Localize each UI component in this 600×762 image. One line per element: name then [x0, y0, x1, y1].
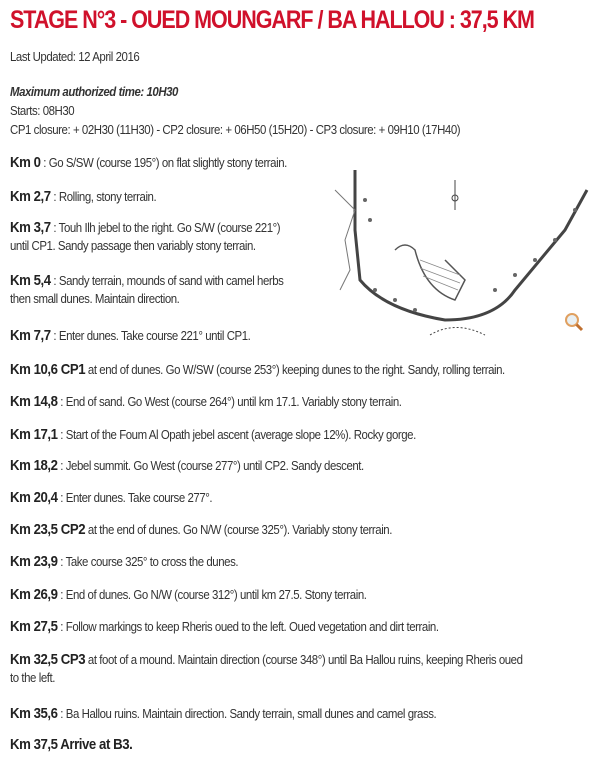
route-map-image[interactable] — [325, 160, 595, 340]
step-km: Km 27,5 — [10, 618, 58, 635]
route-step — [10, 457, 364, 475]
step-km: Km 10,6 — [10, 361, 58, 378]
step-text: : End of sand. Go West (course 264°) until km 17.1. Variably stony terrain. — [57, 394, 402, 409]
route-step — [10, 586, 366, 604]
step-cp: Arrive at B3. — [60, 736, 133, 753]
step-text: : Start of the Foum Al Opath jebel ascent (average slope 12%). Rocky gorge. — [57, 427, 416, 442]
closures: CP1 closure: + 02H30 (11H30) - CP2 closure: + 06H50 (15H20) - CP3 closure: + 09H10 (17H40) — [10, 122, 461, 137]
step-text-2: then small dunes. Maintain direction. — [10, 291, 180, 306]
step-text: : Ba Hallou ruins. Maintain direction. Sandy terrain, small dunes and camel grass. — [57, 706, 437, 721]
route-step — [10, 327, 250, 345]
step-text: : Jebel summit. Go West (course 277°) until CP2. Sandy descent. — [57, 458, 364, 473]
page-title: STAGE N°3 - OUED MOUNGARF / BA HALLOU : 37,5 KM — [10, 6, 534, 34]
route-step — [10, 361, 505, 379]
step-text: : Enter dunes. Take course 221° until CP1. — [50, 328, 251, 343]
step-km: Km 18,2 — [10, 457, 58, 474]
step-text: : Sandy terrain, mounds of sand with camel herbs — [50, 273, 284, 288]
route-step — [10, 736, 132, 754]
step-cp: CP3 — [60, 651, 86, 668]
step-km: Km 32,5 — [10, 651, 58, 668]
step-text: at end of dunes. Go W/SW (course 253°) keeping dunes to the right. Sandy, rolling terrain. — [85, 362, 505, 377]
route-step — [10, 272, 283, 308]
step-km: Km 2,7 — [10, 188, 51, 205]
route-step — [10, 188, 156, 206]
step-text: at the end of dunes. Go N/W (course 325°). Variably stony terrain. — [85, 522, 392, 537]
step-km: Km 23,5 — [10, 521, 58, 538]
route-step — [10, 553, 238, 571]
step-text: : End of dunes. Go N/W (course 312°) until km 27.5. Stony terrain. — [57, 587, 367, 602]
step-text: : Go S/SW (course 195°) on flat slightly stony terrain. — [40, 155, 287, 170]
step-cp: CP1 — [60, 361, 86, 378]
step-cp: CP2 — [60, 521, 86, 538]
route-step — [10, 618, 439, 636]
step-text: : Touh Ilh jebel to the right. Go S/W (course 221°) — [50, 220, 281, 235]
magnifier-icon[interactable] — [564, 312, 584, 332]
route-step — [10, 651, 523, 687]
step-km: Km 23,9 — [10, 553, 58, 570]
step-km: Km 37,5 — [10, 736, 58, 753]
starts: Starts: 08H30 — [10, 103, 75, 118]
step-km: Km 17,1 — [10, 426, 58, 443]
step-km: Km 14,8 — [10, 393, 58, 410]
route-step — [10, 521, 392, 539]
route-step — [10, 393, 402, 411]
step-text-2: to the left. — [10, 670, 55, 685]
step-km: Km 3,7 — [10, 219, 51, 236]
step-text: : Take course 325° to cross the dunes. — [57, 554, 239, 569]
step-km: Km 26,9 — [10, 586, 58, 603]
last-updated: Last Updated: 12 April 2016 — [10, 49, 140, 64]
step-text-2: until CP1. Sandy passage then variably stony terrain. — [10, 238, 256, 253]
route-step — [10, 489, 212, 507]
route-step — [10, 426, 416, 444]
step-km: Km 20,4 — [10, 489, 58, 506]
step-km: Km 0 — [10, 154, 41, 171]
step-km: Km 35,6 — [10, 705, 58, 722]
step-km: Km 7,7 — [10, 327, 51, 344]
max-time: Maximum authorized time: 10H30 — [10, 84, 178, 99]
route-step — [10, 705, 436, 723]
route-step — [10, 154, 287, 172]
step-text: : Enter dunes. Take course 277°. — [57, 490, 213, 505]
step-text: : Follow markings to keep Rheris oued to the left. Oued vegetation and dirt terrain. — [57, 619, 439, 634]
step-km: Km 5,4 — [10, 272, 51, 289]
route-step — [10, 219, 280, 255]
step-text: at foot of a mound. Maintain direction (course 348°) until Ba Hallou ruins, keeping Rheris oued — [85, 652, 523, 667]
step-text: : Rolling, stony terrain. — [50, 189, 157, 204]
